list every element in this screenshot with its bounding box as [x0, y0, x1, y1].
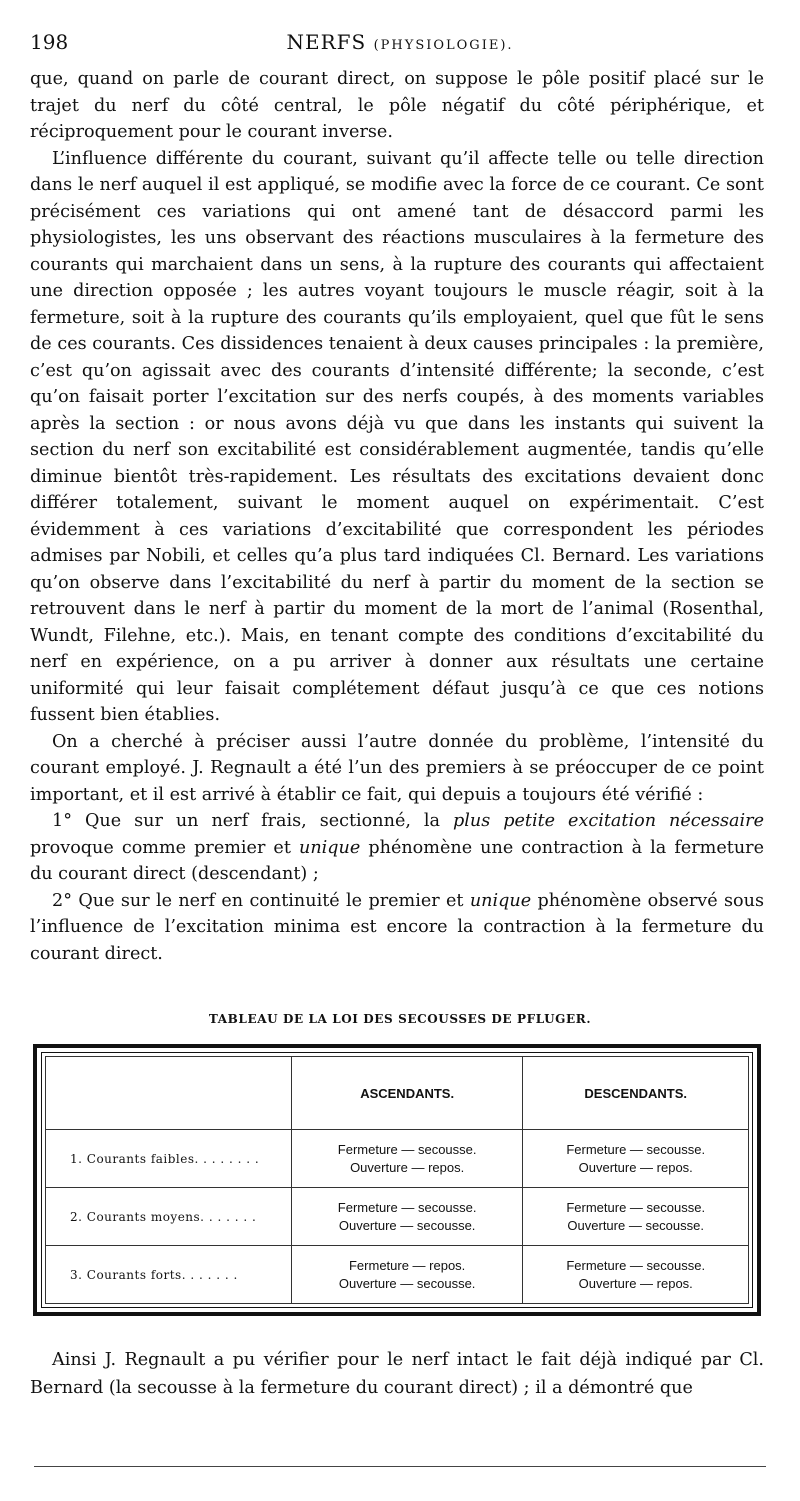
header-ascendants: ASCENDANTS.: [291, 1057, 523, 1130]
bottom-rule: [34, 1466, 766, 1467]
cell-line: Ouverture — secousse.: [338, 1275, 476, 1291]
paragraph-4-emphasis-1: plus petite excitation nécessaire: [453, 811, 764, 831]
cell-forts-ascendants: [291, 1246, 523, 1304]
cell-line: Ouverture — repos.: [578, 1275, 693, 1291]
paragraph-4-emphasis-2: unique: [298, 837, 361, 858]
paragraph-1: que, quand on parle de courant direct, on suppose le pôle positif placé sur le trajet du nerf du côté central, le pôle négatif du côté périphérique, et réciproquement pour le courant inverse.: [30, 69, 764, 142]
paragraph-2: L’influence différente du courant, suivant qu’il affecte telle ou telle direction dans le nerf auquel il est appliqué, se modifie avec la force de ce courant. Ce sont précisément ces variations qui ont amené tant de désaccord parmi les physiologistes, les uns observant des réactions musculaires à la fermeture des courants qui marchaient dans un sens, à la rupture des courants qui affectaient une direction opposée ; les autres voyant toujours le muscle réagir, soit à la fermeture, soit à la rupture des courants qu’ils employaient, quel que fût le sens de ces courants. Ces dissidences tenaient à deux causes principales : la première, c’est qu’on agissait avec des courants d’intensité différente; la seconde, c’est qu’on faisait porter l’excitation sur des nerfs coupés, à des moments variables après la section : or nous avons déjà vu que dans les instants qui suivent la section du nerf son excitabilité est considérablement augmentée, tandis qu’elle diminue bientôt très-rapidement. Les résultats des excitations devaient donc différer totalement, suivant le moment auquel on expérimentait. C’est évidemment à ces variations d’excitabilité que correspondent les périodes admises par Nobili, et celles qu’a plus tard indiquées Cl. Bernard. Les variations qu’on observe dans l’excitabilité du nerf à partir du moment de la section se retrouvent dans le nerf à partir du moment de la mort de l’animal (Rosenthal, Wundt, Filehne, etc.). Mais, en tenant compte des conditions d’excitabilité du nerf en expérience, on a pu arriver à donner aux résultats une certaine uniformité qui leur faisait complétement défaut jusqu’à ce que ces notions fussent bien établies.: [30, 148, 764, 725]
cell-line: Fermeture — secousse.: [337, 1141, 477, 1157]
page-header: [30, 26, 770, 60]
page-number: 198: [30, 30, 69, 54]
row-label-moyens: 2. Courants moyens. . . . . . .: [46, 1188, 292, 1246]
cell-faibles-ascendants: [291, 1130, 523, 1188]
paragraph-4-text-c: phénomène une contraction à la fermeture du courant direct (descendant) ;: [30, 837, 764, 884]
paragraph-4: [30, 808, 764, 888]
row-label-faibles: 1. Courants faibles. . . . . . . .: [46, 1130, 292, 1188]
cell-line: Fermeture — secousse.: [566, 1257, 706, 1273]
header-descendants: DESCENDANTS.: [523, 1057, 749, 1130]
closing-text: [30, 1346, 764, 1402]
running-title-sub: (PHYSIOLOGIE).: [373, 38, 514, 53]
cell-line: Ouverture — secousse.: [567, 1217, 704, 1233]
table-row: [46, 1188, 749, 1246]
cell-moyens-descendants: [523, 1188, 749, 1246]
paragraph-6: Ainsi J. Regnault a pu vérifier pour le nerf intact le fait déjà indiqué par Cl. Bernard (la secousse à la fermeture du courant direct) ; il a démontré que: [30, 1350, 764, 1398]
cell-line: Ouverture — secousse.: [338, 1217, 476, 1233]
paragraph-5-emphasis: unique: [469, 890, 532, 911]
cell-faibles-descendants: [523, 1130, 749, 1188]
paragraph-5-text-b: phénomène observé sous l’influence de l’excitation minima est encore la contraction à la fermeture du courant direct.: [30, 890, 764, 964]
cell-line: Fermeture — secousse.: [337, 1199, 477, 1215]
table-header-row: [46, 1057, 749, 1130]
cell-line: Fermeture — repos.: [348, 1257, 466, 1273]
cell-line: Fermeture — secousse.: [566, 1141, 706, 1157]
cell-moyens-ascendants: [291, 1188, 523, 1246]
table-row: [46, 1246, 749, 1304]
pfluger-table: [45, 1056, 749, 1304]
pfluger-table-frame: [33, 1044, 761, 1316]
table-row: [46, 1130, 749, 1188]
cell-line: Fermeture — secousse.: [566, 1199, 706, 1215]
table-caption: TABLEAU DE LA LOI DES SECOUSSES DE PFLUGER.: [208, 1012, 592, 1026]
paragraph-3: On a cherché à préciser aussi l’autre donnée du problème, l’intensité du courant employé. J. Regnault a été l’un des premiers à se préoccuper de ce point important, et il est arrivé à établir ce fait, qui depuis a toujours été vérifié :: [30, 731, 764, 805]
paragraph-4-text-a: 1° Que sur un nerf frais, sectionné, la: [52, 811, 453, 831]
row-label-forts: 3. Courants forts. . . . . . .: [46, 1246, 292, 1304]
cell-forts-descendants: [523, 1246, 749, 1304]
cell-line: Ouverture — repos.: [578, 1159, 693, 1175]
paragraph-5: [30, 888, 764, 968]
body-text: [30, 66, 764, 967]
paragraph-5-text-a: 2° Que sur le nerf en continuité le premier et: [52, 890, 470, 911]
header-empty-cell: [46, 1057, 292, 1130]
cell-line: Ouverture — repos.: [350, 1159, 465, 1175]
running-title: [30, 30, 770, 54]
running-title-main: NERFS: [286, 30, 367, 54]
paragraph-4-text-b: provoque comme premier et: [30, 837, 299, 858]
